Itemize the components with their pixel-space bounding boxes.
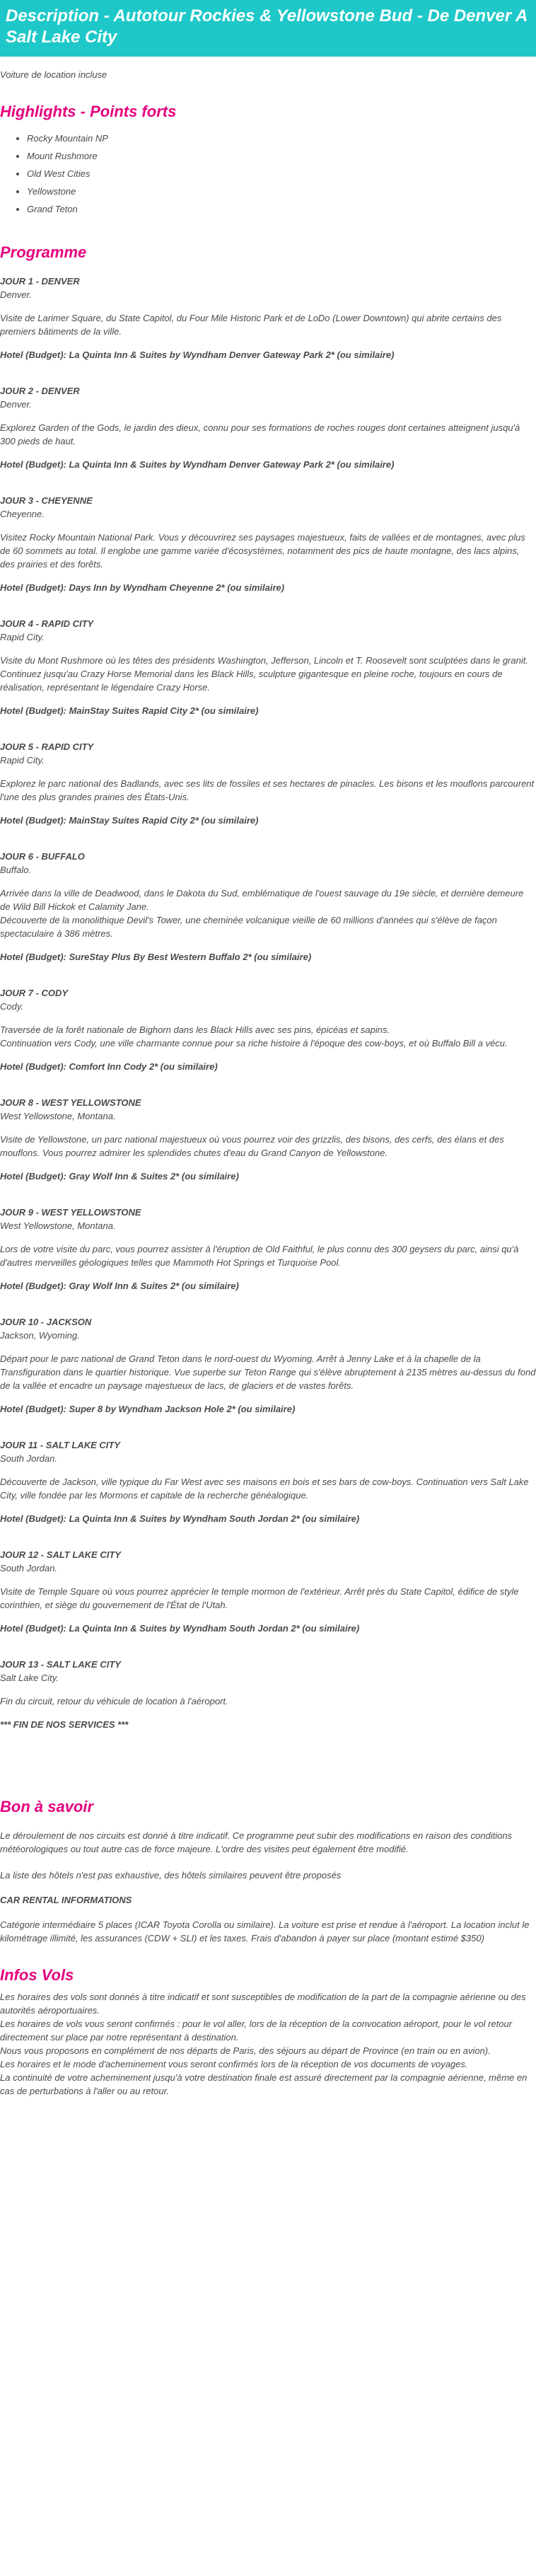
day-hotel: Hotel (Budget): Days Inn by Wyndham Cheyenne 2* (ou similaire): [0, 582, 285, 593]
day-description: Arrivée dans la ville de Deadwood, dans le Dakota du Sud, emblématique de l'ouest sauvage du 19e siècle, et dernière demeure de Wild Bill Hickok et Calamity Jane. Découverte de la monolithique Devil's Tower, une cheminée volcanique vieille de 60 millions d'années qui s'élève de façon spectaculaire à 386 mètres.: [0, 888, 524, 939]
page-subtitle: Voiture de location incluse: [0, 69, 107, 80]
programme-day: [0, 850, 536, 964]
bon-a-savoir-section: [0, 1829, 536, 1945]
bon-a-savoir-heading: Bon à savoir: [0, 1798, 94, 1815]
day-city: South Jordan.: [0, 1563, 57, 1573]
programme-day: [0, 384, 536, 471]
highlight-item: • Yellowstone: [27, 183, 536, 200]
day-description: Découverte de Jackson, ville typique du Far West avec ses maisons en bois et ses bars de cow-boys. Continuation vers Salt Lake City, ville fondée par les Mormons et capitale de la recherche généalogique.: [0, 1477, 529, 1501]
highlights-heading: Highlights - Points forts: [0, 103, 177, 120]
programme-day: [0, 1206, 536, 1293]
circuit-disclaimer-text: Le déroulement de nos circuits est donné à titre indicatif. Ce programme peut subir des modifications en raison des conditions météorologiques ou tout autre cas de force majeure. L'ordre des visites peut également être modifié.: [0, 1830, 513, 1854]
day-city: Buffalo.: [0, 865, 32, 875]
day-title: JOUR 13 - SALT LAKE CITY: [0, 1659, 121, 1670]
hotel-list-note: La liste des hôtels n'est pas exhaustive, des hôtels similaires peuvent être proposés: [0, 1870, 342, 1881]
page-title: Description - Autotour Rockies & Yellowstone Bud - De Denver A Salt Lake City: [6, 6, 528, 47]
day-title: JOUR 1 - DENVER: [0, 276, 80, 287]
car-rental-heading: CAR RENTAL INFORMATIONS: [0, 1895, 132, 1905]
programme-heading: Programme: [0, 243, 87, 261]
page-title-banner: [0, 0, 536, 57]
day-description: Visitez Rocky Mountain National Park. Vous y découvrirez ses paysages majestueux, faits de vallées et de montagnes, avec plus de 60 sommets au total. Il englobe une gamme variée d'écosystèmes, notamment des pics de haute montagne, des lacs alpins, des prairies et des forêts.: [0, 532, 525, 570]
programme-day: [0, 494, 536, 594]
infos-vols-section: [0, 1990, 536, 2098]
day-city: Cody.: [0, 1001, 23, 1012]
day-title: JOUR 7 - CODY: [0, 988, 69, 998]
day-city: South Jordan.: [0, 1453, 57, 1464]
programme-day: [0, 617, 536, 717]
programme-day: [0, 1658, 536, 1708]
day-description: Visite de Temple Square où vous pourrez apprécier le temple mormon de l'extérieur. Arrêt près du State Capitol, édifice de style corinthien, et siège du gouvernement de l'État de l'Utah.: [0, 1586, 519, 1610]
programme-day: [0, 1096, 536, 1183]
day-title: JOUR 4 - RAPID CITY: [0, 618, 94, 629]
infos-vols-heading: Infos Vols: [0, 1966, 74, 1984]
day-city: West Yellowstone, Montana.: [0, 1220, 116, 1231]
day-hotel: Hotel (Budget): SureStay Plus By Best Western Buffalo 2* (ou similaire): [0, 952, 312, 962]
programme-day: [0, 740, 536, 827]
day-city: Jackson, Wyoming.: [0, 1330, 80, 1341]
day-hotel: Hotel (Budget): La Quinta Inn & Suites by Wyndham South Jordan 2* (ou similaire): [0, 1513, 360, 1524]
day-title: JOUR 2 - DENVER: [0, 386, 80, 396]
day-hotel: Hotel (Budget): MainStay Suites Rapid City 2* (ou similaire): [0, 815, 259, 826]
day-hotel: Hotel (Budget): Super 8 by Wyndham Jackson Hole 2* (ou similaire): [0, 1404, 296, 1414]
day-description: Explorez Garden of the Gods, le jardin des dieux, connu pour ses formations de roches rouges dont certaines atteignent jusqu'à 300 pieds de haut.: [0, 422, 520, 446]
highlights-list: [0, 129, 536, 218]
highlight-item: • Grand Teton: [27, 200, 536, 218]
day-description: Traversée de la forêt nationale de Bighorn dans les Black Hills avec ses pins, épicéas et sapins. Continuation vers Cody, une ville charmante connue pour sa riche histoire à l'époque des cow-boys, et où Buffalo Bill a vécu.: [0, 1024, 508, 1049]
day-hotel: Hotel (Budget): MainStay Suites Rapid City 2* (ou similaire): [0, 705, 259, 716]
day-description: Visite de Larimer Square, du State Capitol, du Four Mile Historic Park et de LoDo (Lower Downtown) qui abrite certains des premiers bâtiments de la ville.: [0, 313, 502, 337]
day-title: JOUR 6 - BUFFALO: [0, 851, 85, 862]
day-description: Lors de votre visite du parc, vous pourrez assister à l'éruption de Old Faithful, le plus connu des 300 geysers du parc, ainsi qu'à d'autres merveilles géologiques telles que Mammoth Hot Springs et Turquoise Pool.: [0, 1244, 519, 1268]
day-description: Visite de Yellowstone, un parc national majestueux où vous pourrez voir des grizzlis, des bisons, des cerfs, des élans et des mouflons. Vous pourrez admirer les splendides chutes d'eau du Grand Canyon de Yellowstone.: [0, 1134, 504, 1158]
day-description: Départ pour le parc national de Grand Teton dans le nord-ouest du Wyoming. Arrêt à Jenny Lake et à la chapelle de la Transfiguration dans le quartier historique. Vue superbe sur Teton Range qui s'élève abruptement à 2135 mètres au-dessus du fond de la vallée et encadre un paysage majestueux de lacs, de glaciers et de vastes forêts.: [0, 1353, 536, 1391]
day-city: West Yellowstone, Montana.: [0, 1111, 116, 1121]
day-hotel: Hotel (Budget): Gray Wolf Inn & Suites 2* (ou similaire): [0, 1171, 239, 1182]
day-city: Salt Lake City.: [0, 1673, 59, 1683]
day-city: Rapid City.: [0, 755, 45, 766]
day-hotel: Hotel (Budget): Comfort Inn Cody 2* (ou similaire): [0, 1061, 218, 1072]
day-title: JOUR 11 - SALT LAKE CITY: [0, 1440, 120, 1450]
day-city: Denver.: [0, 399, 33, 410]
day-hotel: Hotel (Budget): La Quinta Inn & Suites by Wyndham South Jordan 2* (ou similaire): [0, 1623, 360, 1634]
day-title: JOUR 12 - SALT LAKE CITY: [0, 1549, 121, 1560]
day-title: JOUR 3 - CHEYENNE: [0, 495, 93, 506]
day-city: Denver.: [0, 289, 33, 300]
car-rental-text: Catégorie intermédiaire 5 places (ICAR Toyota Corolla ou similaire). La voiture est prise et rendue à l'aéroport. La location inclut le kilométrage illimité, les assurances (CDW + SLI) et les taxes. Frais d'abandon à payer sur place (montant estimé $350): [0, 1919, 530, 1943]
programme-day: [0, 1315, 536, 1416]
day-description: Visite du Mont Rushmore où les têtes des présidents Washington, Jefferson, Lincoln et T. Roosevelt sont sculptées dans le granit. Continuez jusqu'au Crazy Horse Memorial dans les Black Hills, sculpture gigantesque en pleine roche, toujours en cours de réalisation, représentant le légendaire Crazy Horse.: [0, 655, 528, 693]
programme-day: [0, 275, 536, 362]
end-of-services-note: *** FIN DE NOS SERVICES ***: [0, 1719, 129, 1730]
day-city: Rapid City.: [0, 632, 45, 642]
day-description: Explorez le parc national des Badlands, avec ses lits de fossiles et ses hectares de pinacles. Les bisons et les mouflons parcourent l'une des plus grandes prairies des États-Unis.: [0, 778, 535, 802]
day-title: JOUR 8 - WEST YELLOWSTONE: [0, 1097, 141, 1108]
day-description: Fin du circuit, retour du véhicule de location à l'aéroport.: [0, 1696, 228, 1706]
day-hotel: Hotel (Budget): Gray Wolf Inn & Suites 2* (ou similaire): [0, 1281, 239, 1291]
day-hotel: Hotel (Budget): La Quinta Inn & Suites by Wyndham Denver Gateway Park 2* (ou similaire): [0, 350, 395, 360]
highlight-item: • Old West Cities: [27, 165, 536, 183]
programme-day: [0, 1438, 536, 1525]
day-title: JOUR 10 - JACKSON: [0, 1317, 92, 1327]
programme-days: [0, 275, 536, 1708]
day-city: Cheyenne.: [0, 509, 45, 519]
flight-info-text: Les horaires des vols sont donnés à titre indicatif et sont susceptibles de modification de la part de la compagnie aérienne ou des autorités aéroportuaires. Les horaires de vols vous seront confirmés : pour le vol aller, lors de la réception de la convocation aéroport, pour le vol retour directement sur place par notre représentant à destination. Nous vous proposons en complément de nos départs de Paris, des séjours au départ de Province (en train ou en avion). Les horaires et le mode d'acheminement vous seront confirmés lors de la réception de vos documents de voyages. La continuité de votre acheminement jusqu'à votre destination finale est assuré directement par la compagnie aérienne, même en cas de perturbations à l'aller ou au retour.: [0, 1992, 528, 2096]
day-title: JOUR 9 - WEST YELLOWSTONE: [0, 1207, 141, 1218]
highlight-item: • Mount Rushmore: [27, 147, 536, 165]
day-title: JOUR 5 - RAPID CITY: [0, 741, 94, 752]
highlight-item: • Rocky Mountain NP: [27, 129, 536, 147]
day-hotel: Hotel (Budget): La Quinta Inn & Suites by Wyndham Denver Gateway Park 2* (ou similaire): [0, 459, 395, 470]
programme-day: [0, 1548, 536, 1635]
programme-day: [0, 986, 536, 1073]
